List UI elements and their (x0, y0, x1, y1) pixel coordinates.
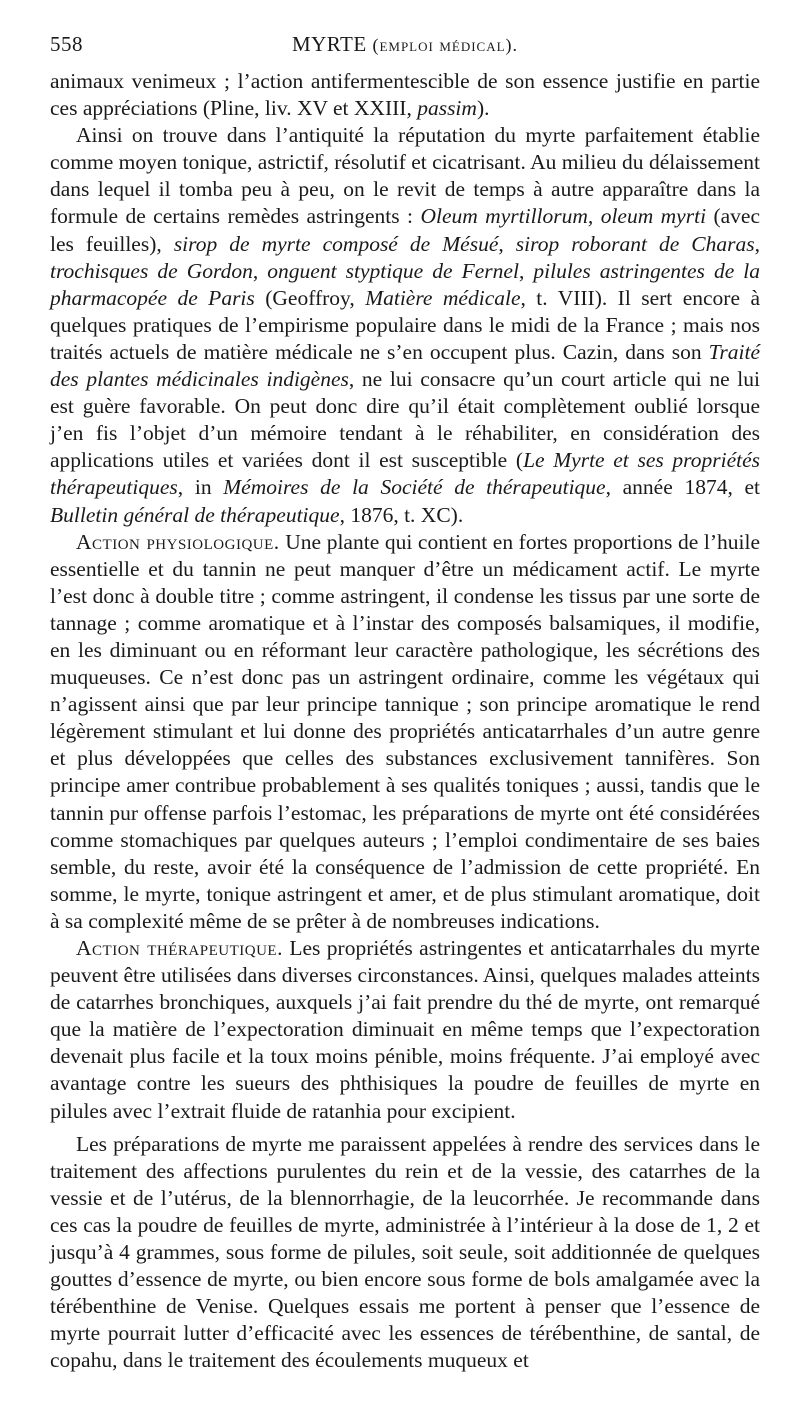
text-run: , année 1874, et (605, 475, 760, 500)
paragraph (50, 935, 760, 1125)
running-head (50, 32, 760, 57)
paragraph (50, 122, 760, 528)
italic-title: passim (417, 96, 477, 121)
text-run: , (498, 231, 516, 256)
italic-title: sirop roborant de Charas (515, 231, 755, 256)
paragraph (50, 68, 760, 122)
text-run: , (252, 258, 268, 283)
text-run: Ainsi on trouve dans l’antiquité la réputation du myrte parfaitement établie comme moyen tonique, astrictif, résolutif et cicatrisant. Au milieu du délaissement dans lequel il tomba peu à peu, on le revit de temps à autre apparaître dans la formule de certains remèdes astringents : (50, 123, 760, 229)
italic-title: Matière médicale (365, 285, 521, 310)
italic-title: trochisques de Gordon (50, 258, 253, 283)
text-run: , in (177, 475, 224, 500)
italic-title: Oleum myrtillorum, oleum myrti (420, 204, 707, 229)
paragraph (50, 529, 760, 935)
text-run: ). (476, 96, 490, 121)
text-run: , (518, 258, 534, 283)
italic-title: sirop de myrte composé de Mésué (173, 231, 499, 256)
text-run: , ne lui consacre qu’un court article qui ne lui est guère favorable. On peut donc dire qu’il était complètement oublié lorsque j’en fis l’objet d’un mémoire tendant à le réhabiliter, en considération des applications utiles et variées dont il est susceptible ( (50, 367, 760, 473)
paragraph (50, 1131, 760, 1375)
text-run: animaux venimeux ; l’action antifermentescible de son essence justifie en partie ces appréciations (Pline, liv. XV et XXIII, (50, 69, 760, 121)
running-title: MYRTE (291, 32, 367, 56)
body-text (50, 68, 760, 1375)
italic-title: Traité des plantes médicinales indigènes (50, 339, 760, 392)
text-run: (avec les feuilles), (50, 204, 760, 256)
text-run: Les préparations de myrte me paraissent appelées à rendre des services dans le traitement des affections purulentes du rein et de la vessie, des catarrhes de la vessie et de l’utérus, de la blennorrhagie, de la leucorrhée. Je recommande dans ces cas la poudre de feuilles de myrte, administrée à l’intérieur à la dose de 1, 2 et jusqu’à 4 grammes, sous forme de pilules, soit seule, soit additionnée de quelques gouttes d’essence de myrte, ou bien encore sous forme de bols amalgamée avec la térébenthine de Venise. Quelques essais me portent à penser que l’essence de myrte pourrait lutter d’efficacité avec les essences de térébenthine, de santal, de copahu, dans le traitement des écoulements muqueux et (50, 1131, 760, 1373)
text-run: , t. VIII). Il sert encore à quelques pratiques de l’empirisme populaire dans le midi de la France ; mais nos traités actuels de matière médicale ne s’en occupent plus. Cazin, dans son (50, 285, 760, 364)
italic-title: pilules astringentes de la pharmacopée de Paris (50, 258, 761, 310)
italic-title: Le Myrte et ses propriétés thérapeutiques (50, 448, 760, 500)
text-run: (Geoffroy, (254, 285, 366, 310)
page-number: 558 (50, 32, 83, 56)
italic-title: onguent styptique de Fernel (267, 258, 519, 283)
running-subtitle: (emploi médical). (372, 35, 519, 55)
section-heading: Action thérapeutique. (76, 936, 283, 960)
section-heading: Action physiologique. (76, 529, 280, 554)
text-run: Les propriétés astringentes et anticatarrhales du myrte peuvent être utilisées dans diverses circonstances. Ainsi, quelques malades atteints de catarrhes bronchiques, auxquels j’ai fait prendre du thé de myrte, ont remarqué que la matière de l’expectoration diminuait en même temps que l’expectoration devenait plus facile et la toux moins pénible, moins fréquente. J’ai employé avec avantage contre les sueurs des phthisiques la poudre de feuilles de myrte en pilules avec l’extrait fluide de ratanhia pour excipient. (50, 936, 760, 1123)
text-run: , (754, 231, 761, 256)
text-run: , 1876, t. XC). (339, 502, 464, 527)
italic-title: Bulletin général de thérapeutique (50, 502, 340, 527)
text-run: Une plante qui contient en fortes proportions de l’huile essentielle et du tannin ne peut manquer d’être un médicament actif. Le myrte l’est donc à double titre ; comme astringent, il condense les tissus par une sorte de tannage ; comme aromatique et à l’instar des composés balsamiques, il modifie, en les diminuant ou en réformant leur caractère pathologique, les sécrétions des muqueuses. Ce n’est donc pas un astringent ordinaire, comme les végétaux qui n’agissent ainsi que par leur principe tannique ; son principe aromatique le rend légèrement stimulant et lui donne des propriétés anticatarrhales d’un autre genre et plus développées que celles des substances exclusivement tannifères. Son principe amer contribue probablement à ses qualités toniques ; aussi, tandis que le tannin pur offense parfois l’estomac, les préparations de myrte ont été considérées comme stomachiques par quelques auteurs ; l’emploi condimentaire de ses baies semble, du reste, avoir été la conséquence de l’admission de cette propriété. En somme, le myrte, tonique astringent et amer, et de plus stimulant aromatique, doit à sa complexité même de se prêter à de nombreuses indications. (50, 529, 761, 933)
italic-title: Mémoires de la Société de thérapeutique (223, 475, 606, 500)
page-header (50, 28, 760, 68)
